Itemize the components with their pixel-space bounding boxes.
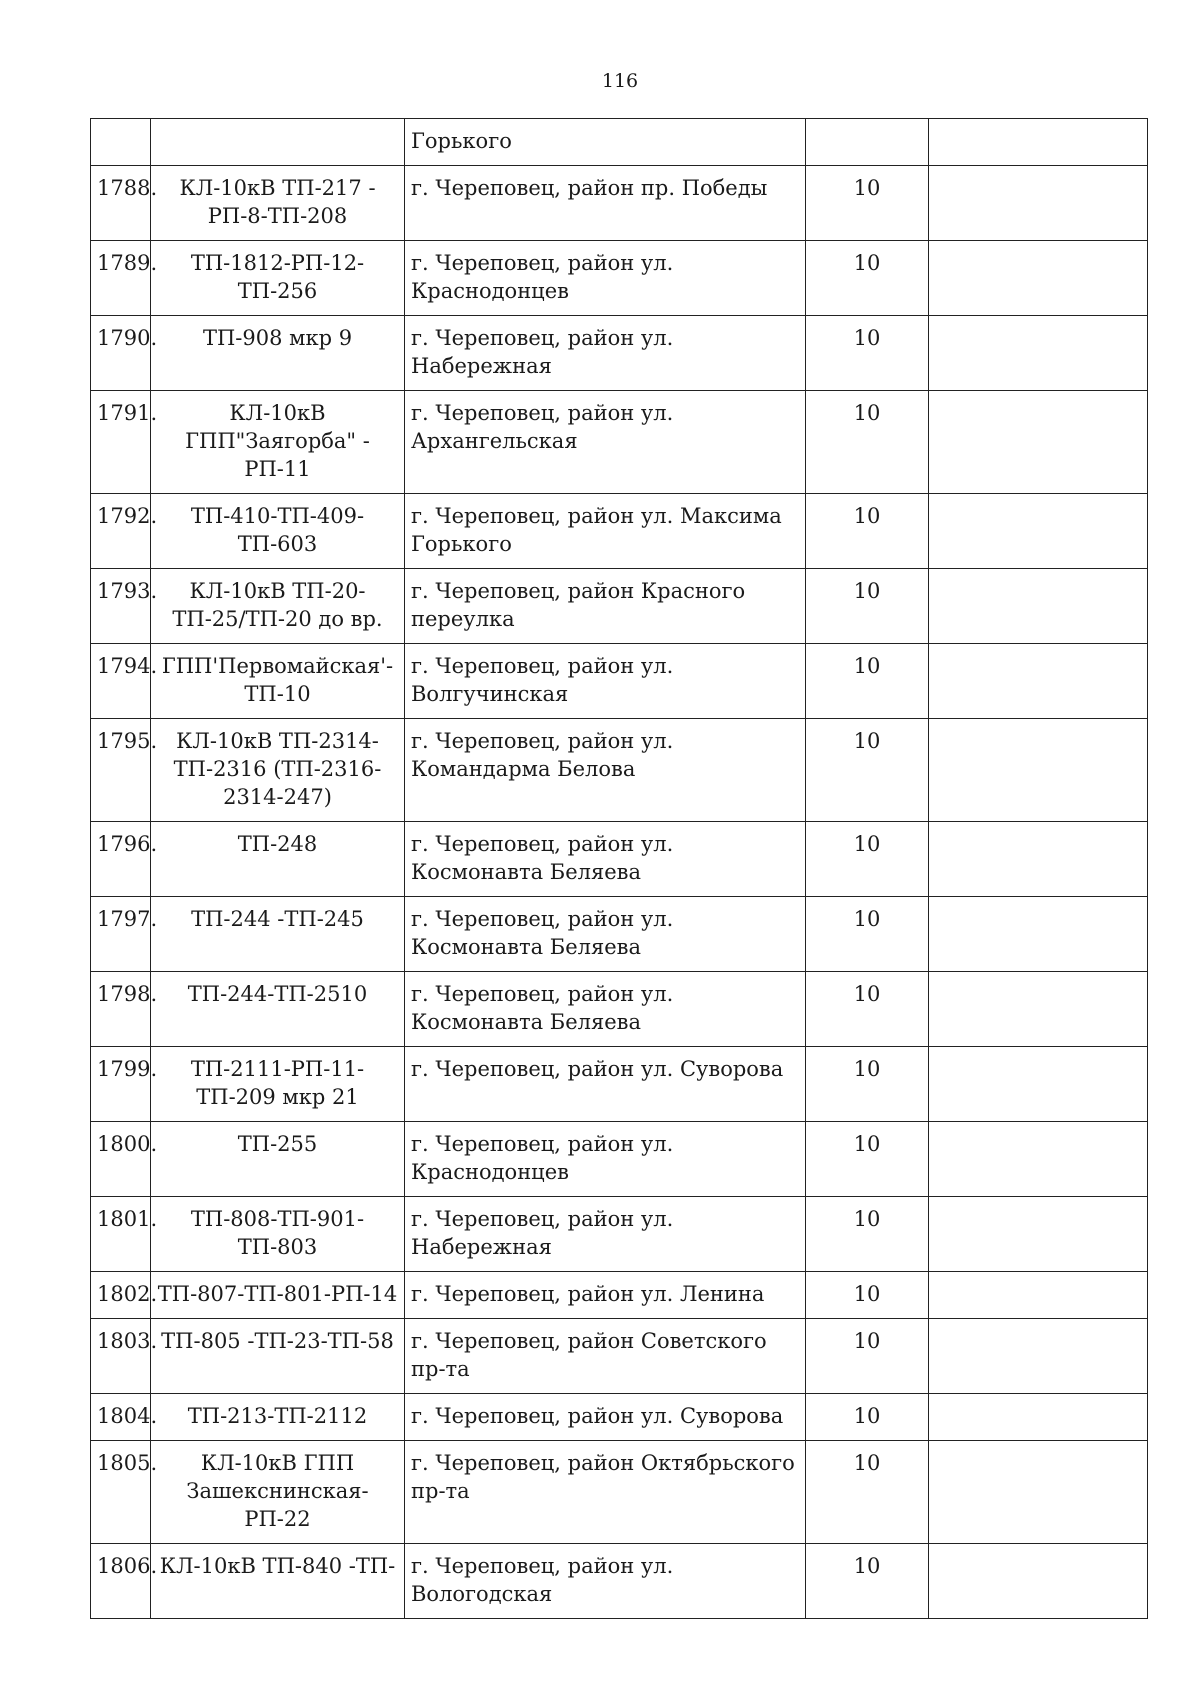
table-row <box>91 822 1148 897</box>
row-number-cell: 1790. <box>91 316 151 391</box>
voltage-cell: 10 <box>806 241 929 316</box>
voltage-cell: 10 <box>806 1394 929 1441</box>
row-number-cell: 1797. <box>91 897 151 972</box>
table-row <box>91 494 1148 569</box>
document-table <box>90 118 1148 1619</box>
object-name-cell: КЛ-10кВ ТП-2314-ТП-2316 (ТП-2316- 2314-247) <box>151 719 405 822</box>
extra-cell <box>929 1272 1148 1319</box>
object-name-cell: КЛ-10кВ ГПП Зашекснинская-РП-22 <box>151 1441 405 1544</box>
voltage-cell: 10 <box>806 897 929 972</box>
row-number-cell: 1803. <box>91 1319 151 1394</box>
table-row <box>91 897 1148 972</box>
voltage-cell: 10 <box>806 719 929 822</box>
voltage-cell: 10 <box>806 166 929 241</box>
voltage-cell: 10 <box>806 822 929 897</box>
object-name-cell: ТП-805 -ТП-23-ТП-58 <box>151 1319 405 1394</box>
extra-cell <box>929 1441 1148 1544</box>
address-cell: г. Череповец, район ул. Командарма Белова <box>405 719 806 822</box>
voltage-cell: 10 <box>806 494 929 569</box>
object-name-cell: ТП-908 мкр 9 <box>151 316 405 391</box>
table-row <box>91 241 1148 316</box>
extra-cell <box>929 822 1148 897</box>
address-cell: г. Череповец, район ул. Архангельская <box>405 391 806 494</box>
table-row <box>91 1544 1148 1619</box>
address-cell: г. Череповец, район пр. Победы <box>405 166 806 241</box>
extra-cell <box>929 494 1148 569</box>
address-cell: г. Череповец, район ул. Суворова <box>405 1047 806 1122</box>
address-cell: г. Череповец, район ул. Набережная <box>405 1197 806 1272</box>
object-name-cell: ТП-1812-РП-12-ТП-256 <box>151 241 405 316</box>
object-name-cell: ТП-213-ТП-2112 <box>151 1394 405 1441</box>
row-number-cell: 1799. <box>91 1047 151 1122</box>
extra-cell <box>929 719 1148 822</box>
table-row <box>91 719 1148 822</box>
row-number-cell: 1796. <box>91 822 151 897</box>
table-row <box>91 166 1148 241</box>
extra-cell <box>929 1394 1148 1441</box>
extra-cell <box>929 119 1148 166</box>
voltage-cell: 10 <box>806 972 929 1047</box>
table-row <box>91 1047 1148 1122</box>
table-row <box>91 1272 1148 1319</box>
object-name-cell: КЛ-10кВ ТП-840 -ТП- <box>151 1544 405 1619</box>
address-cell: г. Череповец, район Красного переулка <box>405 569 806 644</box>
voltage-cell: 10 <box>806 1047 929 1122</box>
table-row <box>91 1122 1148 1197</box>
row-number-cell: 1788. <box>91 166 151 241</box>
row-number-cell: 1795. <box>91 719 151 822</box>
extra-cell <box>929 644 1148 719</box>
object-name-cell: КЛ-10кВ ТП-217 - РП-8-ТП-208 <box>151 166 405 241</box>
row-number-cell: 1805. <box>91 1441 151 1544</box>
table-row <box>91 119 1148 166</box>
address-cell: г. Череповец, район ул. Ленина <box>405 1272 806 1319</box>
object-name-cell: ТП-244 -ТП-245 <box>151 897 405 972</box>
address-cell: г. Череповец, район ул. Набережная <box>405 316 806 391</box>
row-number-cell: 1792. <box>91 494 151 569</box>
object-name-cell: ТП-410-ТП-409-ТП-603 <box>151 494 405 569</box>
table-row <box>91 1319 1148 1394</box>
address-cell: г. Череповец, район ул. Космонавта Беляева <box>405 822 806 897</box>
voltage-cell: 10 <box>806 644 929 719</box>
row-number-cell: 1804. <box>91 1394 151 1441</box>
address-cell: г. Череповец, район ул. Максима Горького <box>405 494 806 569</box>
table-row <box>91 972 1148 1047</box>
page-number: 116 <box>601 70 639 92</box>
object-name-cell <box>151 119 405 166</box>
row-number-cell: 1806. <box>91 1544 151 1619</box>
extra-cell <box>929 569 1148 644</box>
voltage-cell: 10 <box>806 1197 929 1272</box>
voltage-cell: 10 <box>806 1441 929 1544</box>
voltage-cell: 10 <box>806 391 929 494</box>
voltage-cell: 10 <box>806 569 929 644</box>
extra-cell <box>929 972 1148 1047</box>
address-cell: г. Череповец, район ул. Космонавта Беляева <box>405 897 806 972</box>
object-name-cell: КЛ-10кВ ГПП"Заягорба" - РП-11 <box>151 391 405 494</box>
object-name-cell: ТП-255 <box>151 1122 405 1197</box>
object-name-cell: ТП-808-ТП-901-ТП-803 <box>151 1197 405 1272</box>
row-number-cell: 1798. <box>91 972 151 1047</box>
extra-cell <box>929 1319 1148 1394</box>
object-name-cell: ТП-244-ТП-2510 <box>151 972 405 1047</box>
address-cell: г. Череповец, район ул. Волгучинская <box>405 644 806 719</box>
table-row <box>91 1441 1148 1544</box>
object-name-cell: ГПП'Первомайская'-ТП-10 <box>151 644 405 719</box>
voltage-cell <box>806 119 929 166</box>
address-cell: г. Череповец, район Советского пр-та <box>405 1319 806 1394</box>
voltage-cell: 10 <box>806 1122 929 1197</box>
extra-cell <box>929 391 1148 494</box>
address-cell: г. Череповец, район ул. Космонавта Беляева <box>405 972 806 1047</box>
object-name-cell: КЛ-10кВ ТП-20-ТП-25/ТП-20 до вр. <box>151 569 405 644</box>
extra-cell <box>929 241 1148 316</box>
voltage-cell: 10 <box>806 316 929 391</box>
address-cell: г. Череповец, район ул. Вологодская <box>405 1544 806 1619</box>
address-cell: г. Череповец, район Октябрьского пр-та <box>405 1441 806 1544</box>
table-row <box>91 569 1148 644</box>
extra-cell <box>929 897 1148 972</box>
voltage-cell: 10 <box>806 1272 929 1319</box>
extra-cell <box>929 1544 1148 1619</box>
address-cell: г. Череповец, район ул. Суворова <box>405 1394 806 1441</box>
table-row <box>91 391 1148 494</box>
table-row <box>91 644 1148 719</box>
voltage-cell: 10 <box>806 1319 929 1394</box>
row-number-cell: 1802. <box>91 1272 151 1319</box>
row-number-cell: 1791. <box>91 391 151 494</box>
table-row <box>91 316 1148 391</box>
row-number-cell: 1789. <box>91 241 151 316</box>
row-number-cell <box>91 119 151 166</box>
address-cell: г. Череповец, район ул. Краснодонцев <box>405 1122 806 1197</box>
object-name-cell: ТП-2111-РП-11-ТП-209 мкр 21 <box>151 1047 405 1122</box>
row-number-cell: 1800. <box>91 1122 151 1197</box>
object-name-cell: ТП-248 <box>151 822 405 897</box>
row-number-cell: 1801. <box>91 1197 151 1272</box>
voltage-cell: 10 <box>806 1544 929 1619</box>
table-row <box>91 1394 1148 1441</box>
table-body <box>91 119 1148 1619</box>
extra-cell <box>929 1197 1148 1272</box>
address-cell: г. Череповец, район ул. Краснодонцев <box>405 241 806 316</box>
address-cell: Горького <box>405 119 806 166</box>
extra-cell <box>929 166 1148 241</box>
object-name-cell: ТП-807-ТП-801-РП-14 <box>151 1272 405 1319</box>
row-number-cell: 1794. <box>91 644 151 719</box>
extra-cell <box>929 316 1148 391</box>
extra-cell <box>929 1047 1148 1122</box>
extra-cell <box>929 1122 1148 1197</box>
table-row <box>91 1197 1148 1272</box>
row-number-cell: 1793. <box>91 569 151 644</box>
